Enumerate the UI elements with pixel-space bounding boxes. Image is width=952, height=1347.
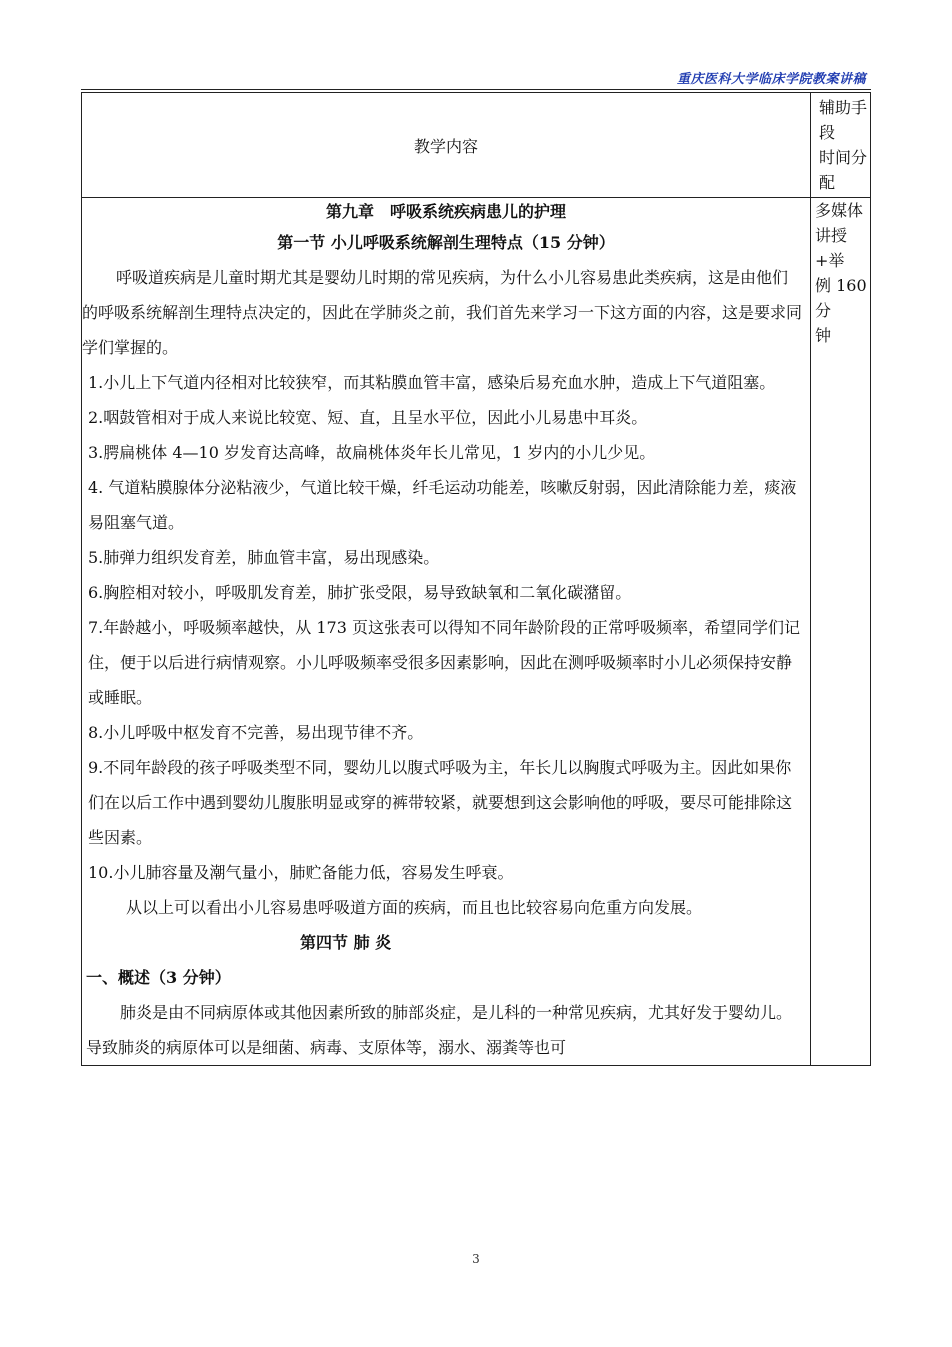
overview-heading: 一、概述（3 分钟） bbox=[86, 968, 231, 987]
section-title: 第一节 小儿呼吸系统解剖生理特点（15 分钟） bbox=[277, 233, 615, 252]
point-item: 4. 气道粘膜腺体分泌粘液少，气道比较干燥，纤毛运动功能差，咳嗽反射弱，因此清除能力差，痰液易阻塞气道。 bbox=[88, 478, 797, 532]
point-item: 10.小儿肺容量及潮气量小，肺贮备能力低，容易发生呼衰。 bbox=[88, 863, 514, 882]
summary-paragraph: 从以上可以看出小儿容易患呼吸道方面的疾病，而且也比较容易向危重方向发展。 bbox=[126, 898, 703, 917]
point-item: 2.咽鼓管相对于成人来说比较宽、短、直，且呈水平位，因此小儿易患中耳炎。 bbox=[88, 408, 648, 427]
aids-time-line: 讲授+举 bbox=[815, 226, 848, 270]
point-item: 9.不同年龄段的孩子呼吸类型不同，婴幼儿以腹式呼吸为主，年长儿以胸腹式呼吸为主。因此如果你们在以后工作中遇到婴幼儿腹胀明显或穿的裤带较紧，就要想到这会影响他的呼吸，要尽可能排除这些因素。 bbox=[88, 758, 793, 847]
teaching-content-cell bbox=[82, 198, 811, 1066]
point-item: 3.腭扁桃体 4—10 岁发育达高峰，故扁桃体炎年长儿常见，1 岁内的小儿少见。 bbox=[88, 443, 656, 462]
aids-time-cell bbox=[811, 198, 871, 1066]
document-header-title: 重庆医科大学临床学院教案讲稿 bbox=[676, 72, 866, 87]
aids-time-line: 钟 bbox=[815, 326, 832, 345]
aids-time-header-line: 配 bbox=[819, 173, 836, 192]
page-number: 3 bbox=[472, 1252, 480, 1266]
aids-time-header-line: 段 bbox=[819, 123, 836, 142]
chapter-title: 第九章 呼吸系统疾病患儿的护理 bbox=[325, 202, 566, 221]
aids-time-line: 多媒体 bbox=[815, 201, 864, 220]
point-item: 7.年龄越小，呼吸频率越快，从 173 页这张表可以得知不同年龄阶段的正常呼吸频率，希望同学们记住，便于以后进行病情观察。小儿呼吸频率受很多因素影响，因此在测呼吸频率时小儿必须保持安静或睡眠。 bbox=[88, 618, 800, 707]
point-item: 5.肺弹力组织发育差，肺血管丰富，易出现感染。 bbox=[88, 548, 440, 567]
overview-paragraph: 肺炎是由不同病原体或其他因素所致的肺部炎症，是儿科的一种常见疾病，尤其好发于婴幼儿。导致肺炎的病原体可以是细菌、病毒、支原体等，溺水、溺粪等也可 bbox=[86, 1003, 793, 1057]
aids-time-header bbox=[811, 93, 871, 198]
lesson-table bbox=[81, 92, 871, 1066]
section-title: 第四节 肺 炎 bbox=[300, 933, 392, 952]
table-body-row bbox=[82, 198, 871, 1066]
intro-paragraph: 呼吸道疾病是儿童时期尤其是婴幼儿时期的常见疾病，为什么小儿容易患此类疾病，这是由他们的呼吸系统解剖生理特点决定的，因此在学肺炎之前，我们首先来学习一下这方面的内容，这是要求同学们掌握的。 bbox=[82, 268, 803, 357]
point-item: 8.小儿呼吸中枢发育不完善，易出现节律不齐。 bbox=[88, 723, 424, 742]
teaching-content-header: 教学内容 bbox=[82, 93, 811, 198]
aids-time-header-line: 时间分 bbox=[819, 148, 868, 167]
point-item: 1.小儿上下气道内径相对比较狭窄，而其粘膜血管丰富，感染后易充血水肿，造成上下气道阻塞。 bbox=[88, 373, 776, 392]
aids-time-header-line: 辅助手 bbox=[819, 98, 868, 117]
header-divider bbox=[81, 89, 871, 90]
aids-time-line: 例 160 分 bbox=[815, 276, 867, 320]
table-header-row bbox=[82, 93, 871, 198]
point-item: 6.胸腔相对较小，呼吸肌发育差，肺扩张受限，易导致缺氧和二氧化碳潴留。 bbox=[88, 583, 632, 602]
